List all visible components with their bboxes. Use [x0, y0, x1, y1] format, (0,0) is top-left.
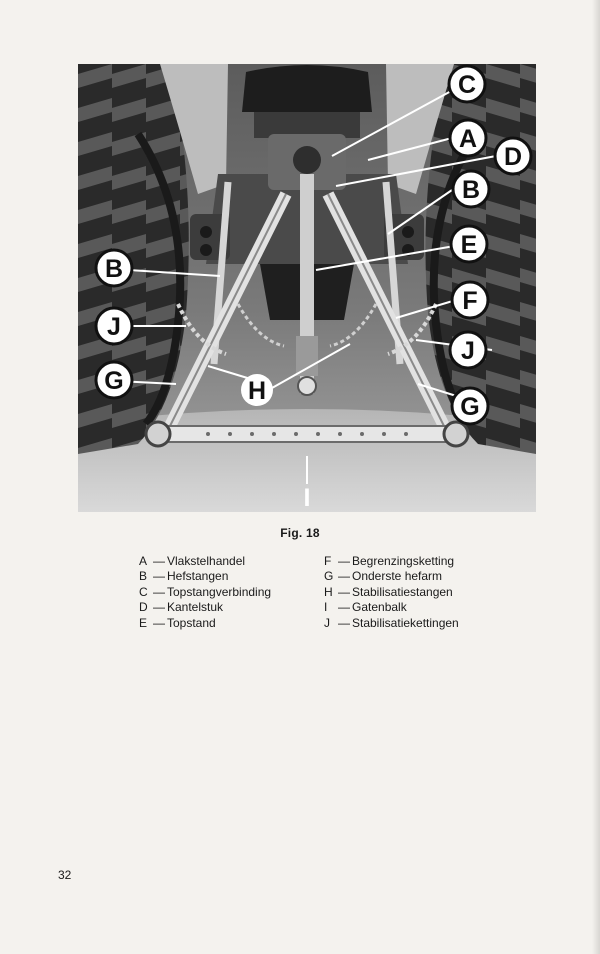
legend-dash: —	[338, 554, 350, 568]
legend-label: Topstand	[167, 615, 216, 630]
legend-dash: —	[153, 584, 165, 599]
legend-dash: —	[338, 569, 350, 584]
legend-item	[139, 585, 271, 600]
legend-item	[139, 554, 271, 569]
legend-label: Vlakstelhandel	[167, 554, 246, 568]
callout-b-right-label: B	[461, 176, 481, 204]
callout-f	[452, 282, 488, 318]
callout-h	[241, 374, 273, 406]
legend-dash: —	[153, 615, 165, 630]
legend-item	[139, 569, 271, 584]
callout-a-label: A	[458, 125, 478, 153]
legend-key: E	[139, 615, 148, 630]
legend-key: H	[324, 584, 333, 599]
legend-dash: —	[153, 600, 165, 615]
callout-d-label: D	[503, 143, 523, 171]
callout-c-label: C	[457, 71, 477, 99]
callout-b-right	[453, 171, 489, 207]
legend-key: A	[139, 554, 148, 568]
tractor-hitch-photo	[78, 64, 536, 512]
legend-key: D	[139, 600, 148, 615]
legend-label: Begrenzingsketting	[352, 554, 455, 568]
callout-j-right	[450, 332, 486, 368]
callout-b-left	[96, 250, 132, 286]
legend-key: C	[139, 584, 148, 599]
callout-h-label: H	[247, 377, 267, 405]
callout-j-left-label: J	[107, 313, 121, 341]
callout-f-label: F	[462, 287, 478, 315]
legend-dash: —	[338, 615, 350, 630]
callout-b-left-label: B	[104, 255, 124, 283]
legend-key: J	[324, 615, 330, 630]
legend-item	[324, 554, 459, 569]
callout-g-right-label: G	[460, 393, 480, 421]
callout-e	[451, 226, 487, 262]
callout-j-right-label: J	[461, 337, 475, 365]
callout-i	[304, 484, 311, 512]
legend-item	[139, 616, 271, 631]
legend-label: Kantelstuk	[167, 600, 224, 615]
page-edge	[592, 0, 600, 954]
legend-dash: —	[153, 569, 165, 584]
legend-key: F	[324, 554, 332, 568]
legend-key: I	[324, 600, 328, 615]
legend-right-column	[324, 554, 459, 631]
callout-i-label: I	[303, 484, 311, 512]
legend-item	[324, 569, 459, 584]
legend-label: Hefstangen	[167, 569, 229, 584]
legend-label: Gatenbalk	[352, 600, 407, 615]
callout-d	[495, 138, 531, 174]
legend-dash: —	[153, 554, 165, 568]
legend-label: Topstangverbinding	[167, 584, 272, 599]
callout-a	[450, 120, 486, 156]
legend-left-column	[139, 554, 271, 631]
legend-item	[139, 600, 271, 615]
legend-item	[324, 585, 459, 600]
callout-g-right	[452, 388, 488, 424]
callout-g-left-label: G	[104, 367, 124, 395]
callout-e-label: E	[460, 231, 478, 259]
legend-dash: —	[338, 600, 350, 615]
legend-dash: —	[338, 584, 350, 599]
callout-j-left	[96, 308, 132, 344]
legend-item	[324, 600, 459, 615]
legend-label: Stabilisatiestangen	[352, 584, 453, 599]
legend-label: Onderste hefarm	[352, 569, 443, 584]
callout-g-left	[96, 362, 132, 398]
legend-key: B	[139, 569, 148, 584]
figure-caption: Fig. 18	[280, 526, 320, 540]
legend-label: Stabilisatiekettingen	[352, 615, 459, 630]
page-number: 32	[58, 868, 72, 882]
legend-item	[324, 616, 459, 631]
legend-key: G	[324, 569, 334, 584]
callout-c	[449, 66, 485, 102]
